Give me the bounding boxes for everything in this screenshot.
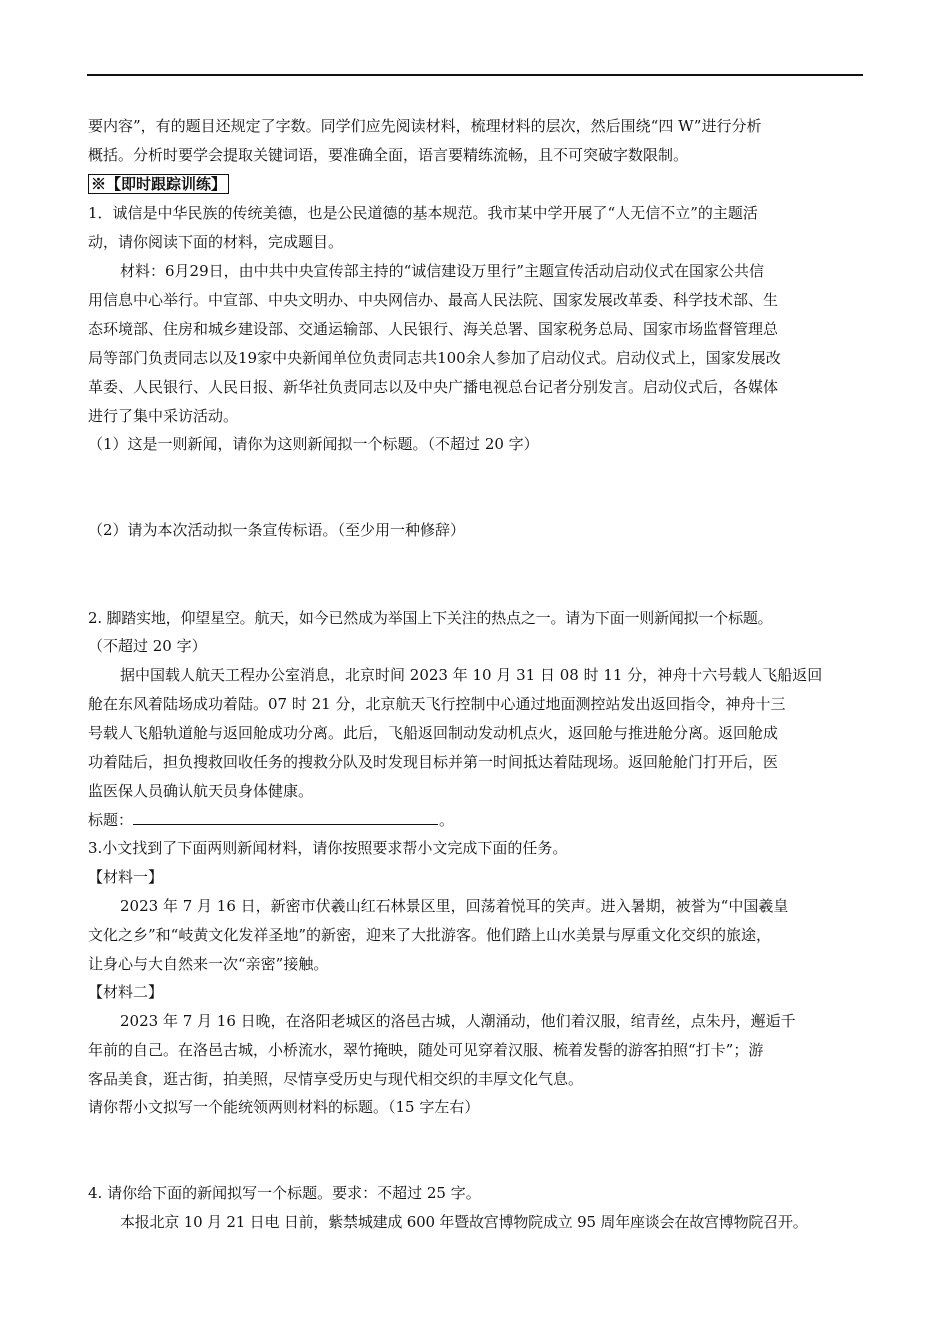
q3-material-1-line: 让身心与大自然来一次“亲密”接触。 <box>88 955 329 973</box>
q1-material-line: 进行了集中采访活动。 <box>88 407 239 425</box>
q2-answer-line <box>88 810 868 830</box>
q2-answer-label: 标题： <box>88 811 134 829</box>
q4-lead: 4. 请你给下面的新闻拟写一个标题。要求：不超过 25 字。 <box>88 1184 481 1202</box>
header-rule <box>87 74 863 76</box>
q3-task: 请你帮小文拟写一个能统领两则材料的标题。（15 字左右） <box>88 1098 480 1116</box>
q1-sub-question-1: （1）这是一则新闻，请你为这则新闻拟一个标题。（不超过 20 字） <box>88 435 539 453</box>
q3-material-2-line: 2023 年 7 月 16 日晚，在洛阳老城区的洛邑古城，人潮涌动，他们着汉服，绾青丝，点朱丹，邂逅千 <box>120 1012 796 1030</box>
q2-lead-line: 2. 脚踏实地，仰望星空。航天，如今已然成为举国上下关注的热点之一。请为下面一则新闻拟一个标题。 <box>88 609 773 627</box>
q1-sub-question-2: （2）请为本次活动拟一条宣传标语。（至少用一种修辞） <box>88 521 466 539</box>
section-title <box>88 174 868 194</box>
q1-lead-line: 动，请你阅读下面的材料，完成题目。 <box>88 233 344 251</box>
q2-lead-line: （不超过 20 字） <box>88 637 207 655</box>
section-title-text: ※【即时跟踪训练】 <box>88 174 229 194</box>
q3-material-1-line: 2023 年 7 月 16 日，新密市伏羲山红石林景区里，回荡着悦耳的笑声。进入暑期，被誉为“中国羲皇 <box>120 897 789 915</box>
q3-material-2-line: 年前的自己。在洛邑古城，小桥流水，翠竹掩映，随处可见穿着汉服、梳着发髻的游客拍照“打卡”；游 <box>88 1041 764 1059</box>
q2-answer-end: 。 <box>439 811 455 829</box>
q1-material-line: 局等部门负责同志以及19家中央新闻单位负责同志共100余人参加了启动仪式。启动仪式上，国家发展改 <box>88 349 781 367</box>
q1-lead-line: 1．诚信是中华民族的传统美德，也是公民道德的基本规范。我市某中学开展了“人无信不立”的主题活 <box>88 204 758 222</box>
q1-material-line: 材料：6月29日，由中共中央宣传部主持的“诚信建设万里行”主题宣传活动启动仪式在国家公共信 <box>120 262 764 280</box>
q2-material-line: 舱在东风着陆场成功着陆。07 时 21 分，北京航天飞行控制中心通过地面测控站发出返回指令，神舟十三 <box>88 695 786 713</box>
q3-material-2-title: 【材料二】 <box>88 983 164 1001</box>
q2-material-line: 功着陆后，担负搜救回收任务的搜救分队及时发现目标并第一时间抵达着陆现场。返回舱舱门打开后，医 <box>88 753 779 771</box>
q3-lead: 3.小文找到了下面两则新闻材料，请你按照要求帮小文完成下面的任务。 <box>88 839 568 857</box>
q2-material-line: 监医保人员确认航天员身体健康。 <box>88 782 314 800</box>
q3-material-2-line: 客品美食，逛古街，拍美照，尽情享受历史与现代相交织的丰厚文化气息。 <box>88 1070 584 1088</box>
q2-answer-blank[interactable] <box>133 824 438 825</box>
q1-material-line: 用信息中心举行。中宣部、中央文明办、中央网信办、最高人民法院、国家发展改革委、科学技术部、生 <box>88 291 779 309</box>
q1-material-line: 态环境部、住房和城乡建设部、交通运输部、人民银行、海关总署、国家税务总局、国家市场监督管理总 <box>88 320 779 338</box>
q2-material-line: 据中国载人航天工程办公室消息，北京时间 2023 年 10 月 31 日 08 时 11 分，神舟十六号载人飞船返回 <box>120 666 823 684</box>
q4-material-line: 本报北京 10 月 21 日电 日前，紫禁城建成 600 年暨故宫博物院成立 95 周年座谈会在故宫博物院召开。 <box>120 1213 808 1231</box>
q1-material-line: 革委、人民银行、人民日报、新华社负责同志以及中央广播电视总台记者分别发言。启动仪式后，各媒体 <box>88 378 779 396</box>
intro-line: 要内容”，有的题目还规定了字数。同学们应先阅读材料，梳理材料的层次，然后围绕“四 W”进行分析 <box>88 117 762 135</box>
q3-material-1-title: 【材料一】 <box>88 868 164 886</box>
q2-material-line: 号载人飞船轨道舱与返回舱成功分离。此后，飞船返回制动发动机点火，返回舱与推进舱分离。返回舱成 <box>88 724 779 742</box>
intro-line: 概括。分析时要学会提取关键词语，要准确全面，语言要精练流畅，且不可突破字数限制。 <box>88 146 689 164</box>
q3-material-1-line: 文化之乡”和“岐黄文化发祥圣地”的新密，迎来了大批游客。他们踏上山水美景与厚重文化交织的旅途， <box>88 926 772 944</box>
